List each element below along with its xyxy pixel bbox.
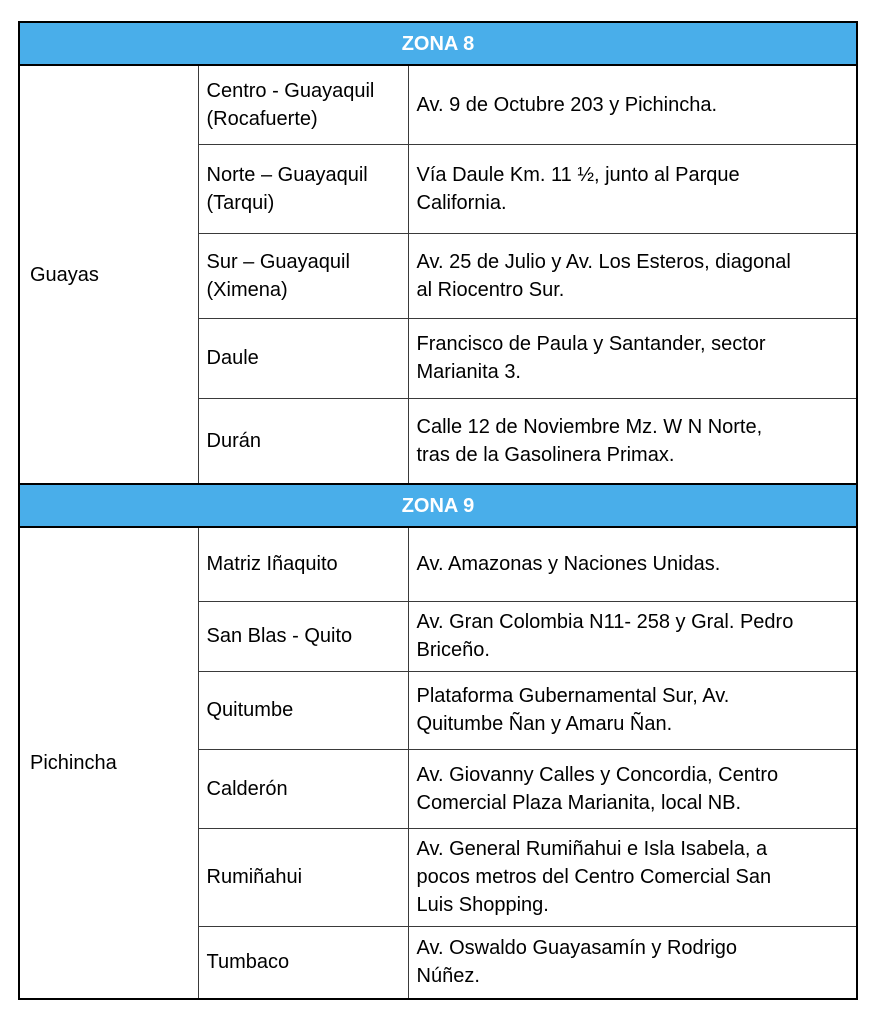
province-cell: Pichincha: [19, 527, 198, 999]
office-address-cell: [408, 144, 857, 233]
office-name-cell: [198, 926, 408, 999]
office-name-cell: [198, 527, 408, 601]
office-name-line: San Blas - Quito: [206, 625, 353, 647]
office-name-cell: [198, 671, 408, 749]
zone-header-row: [19, 22, 857, 65]
office-name-line: (Tarqui): [206, 191, 275, 214]
office-address-line: Marianita 3.: [416, 361, 521, 383]
office-name-line: Quitumbe: [206, 699, 294, 721]
office-name-line: Tumbaco: [206, 951, 290, 974]
office-name-line: Centro - Guayaquil: [206, 79, 375, 102]
office-address-line: al Riocentro Sur.: [416, 278, 565, 301]
office-address-cell: [408, 318, 857, 398]
office-name-cell: [198, 233, 408, 318]
zone-header: ZONA 8: [19, 22, 857, 65]
table-row: [19, 65, 857, 144]
office-name-line: Calderón: [206, 777, 288, 800]
office-name-cell: [198, 65, 408, 144]
zone-header: ZONA 9: [19, 484, 857, 527]
office-address-cell: [408, 671, 857, 749]
office-address-cell: [408, 527, 857, 601]
office-address-line: California.: [416, 191, 507, 214]
office-address-line: Vía Daule Km. 11 ½, junto al Parque: [416, 163, 740, 186]
office-address-cell: [408, 926, 857, 999]
office-address-line: tras de la Gasolinera Primax.: [416, 443, 675, 466]
office-name-cell: [198, 318, 408, 398]
zone-header-row: [19, 484, 857, 527]
office-name-line: Sur – Guayaquil: [206, 250, 350, 273]
office-address-line: Av. Giovanny Calles y Concordia, Centro: [416, 763, 779, 786]
office-address-line: Calle 12 de Noviembre Mz. W N Norte,: [416, 415, 763, 438]
office-address-line: Francisco de Paula y Santander, sector: [416, 333, 766, 355]
office-address-line: Briceño.: [416, 639, 490, 661]
office-name-line: Durán: [206, 429, 261, 452]
office-address-line: Av. Gran Colombia N11- 258 y Gral. Pedro: [416, 611, 794, 633]
office-address-line: Comercial Plaza Marianita, local NB.: [416, 791, 742, 814]
office-name-cell: [198, 601, 408, 671]
office-address-line: pocos metros del Centro Comercial San: [416, 866, 772, 888]
office-address-line: Av. General Rumiñahui e Isla Isabela, a: [416, 838, 768, 860]
office-name-cell: [198, 828, 408, 926]
office-name-cell: [198, 144, 408, 233]
office-address-line: Av. 9 de Octubre 203 y Pichincha.: [416, 93, 718, 116]
office-address-cell: [408, 233, 857, 318]
office-address-cell: [408, 398, 857, 484]
office-name-line: (Ximena): [206, 278, 288, 301]
office-address-cell: [408, 828, 857, 926]
offices-table-body: [19, 22, 857, 999]
office-address-line: Núñez.: [416, 965, 480, 988]
office-address-line: Av. Oswaldo Guayasamín y Rodrigo: [416, 937, 738, 960]
office-address-line: Luis Shopping.: [416, 894, 549, 916]
office-name-line: Rumiñahui: [206, 866, 303, 888]
office-address-cell: [408, 601, 857, 671]
office-address-cell: [408, 749, 857, 828]
office-name-line: (Rocafuerte): [206, 107, 318, 130]
province-cell: Guayas: [19, 65, 198, 484]
office-address-line: Av. Amazonas y Naciones Unidas.: [416, 553, 721, 576]
office-address-cell: [408, 65, 857, 144]
office-name-cell: [198, 398, 408, 484]
table-row: [19, 527, 857, 601]
office-name-line: Norte – Guayaquil: [206, 163, 368, 186]
office-name-line: Matriz Iñaquito: [206, 553, 338, 576]
office-address-line: Quitumbe Ñan y Amaru Ñan.: [416, 713, 673, 735]
office-name-line: Daule: [206, 347, 259, 369]
offices-table: [18, 21, 858, 1000]
office-name-cell: [198, 749, 408, 828]
office-address-line: Av. 25 de Julio y Av. Los Esteros, diagonal: [416, 250, 791, 273]
office-address-line: Plataforma Gubernamental Sur, Av.: [416, 685, 730, 707]
